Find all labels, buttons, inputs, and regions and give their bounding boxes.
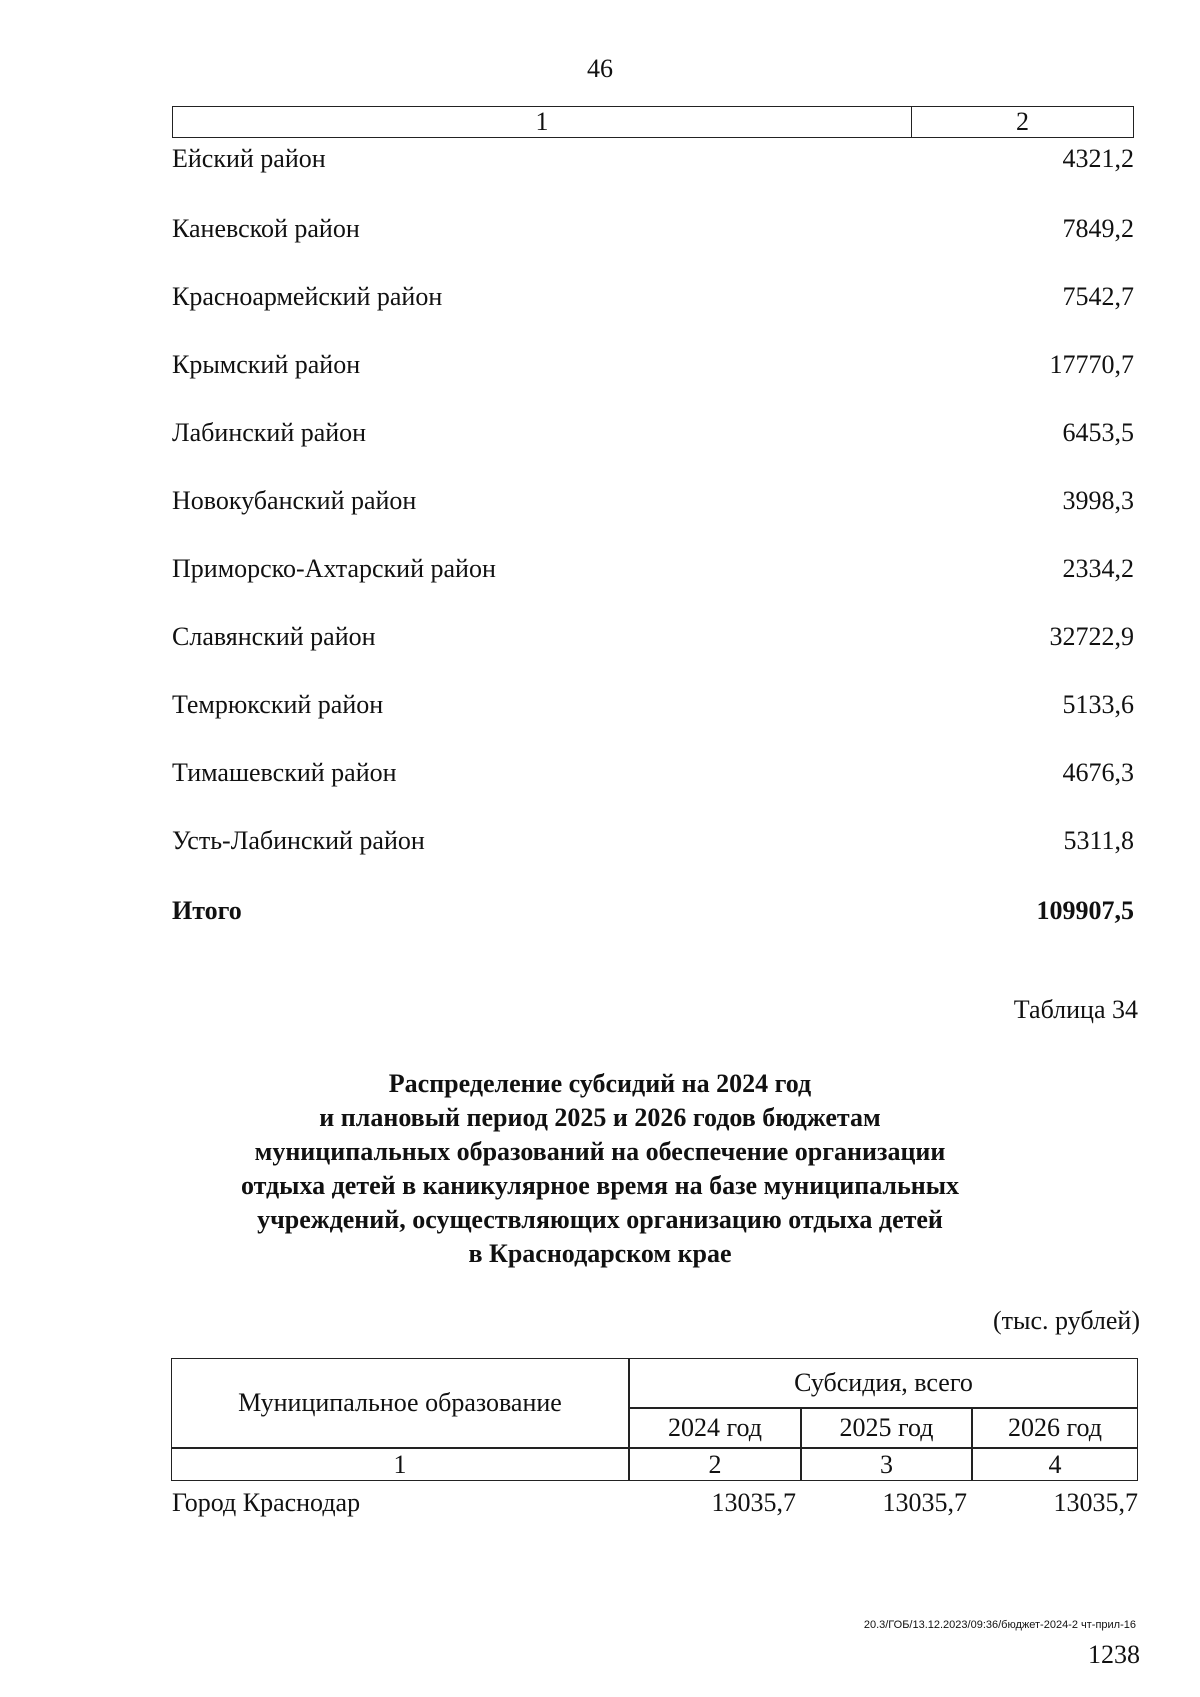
row-value: 5133,6 [1062,690,1134,719]
row-value-2025: 13035,7 [882,1488,967,1517]
title-line: отдыха детей в каникулярное время на базе муниципальных [240,1171,960,1200]
column-number: 2 [708,1450,722,1479]
column-header-subsidy: Субсидия, всего [794,1368,973,1397]
row-name: Новокубанский район [172,486,417,515]
row-value: 3998,3 [1062,486,1134,515]
table-row [172,214,1134,250]
table-row [172,690,1134,726]
column-number-2: 2 [1016,107,1029,136]
column-number: 3 [880,1450,893,1479]
table-row [172,350,1134,386]
row-value: 17770,7 [1049,350,1134,379]
row-name: Темрюкский район [172,690,384,719]
table-header-row [172,106,1134,138]
table-row [172,1488,1138,1524]
total-value: 109907,5 [1036,896,1134,925]
row-name: Славянский район [172,622,376,651]
table-row [172,418,1134,454]
row-name: Лабинский район [172,418,367,447]
page-number: 46 [587,54,613,83]
total-row [172,896,1134,932]
table-row [172,144,1134,180]
column-number: 4 [1048,1450,1062,1479]
table-row [172,554,1134,590]
table-label: Таблица 34 [1013,995,1138,1024]
title-line: муниципальных образований на обеспечение организации [254,1137,946,1166]
row-value: 5311,8 [1063,826,1134,855]
column-header-year: 2026 год [1008,1413,1102,1442]
row-name: Каневской район [172,214,360,243]
footer-code: 20.3/ГОБ/13.12.2023/09:36/бюджет-2024-2 чт-прил-16 [863,1619,1136,1631]
column-header-year: 2025 год [839,1413,934,1442]
row-name: Крымский район [172,350,361,379]
row-value: 7849,2 [1062,214,1134,243]
table-row [172,622,1134,658]
row-name: Приморско-Ахтарский район [172,554,496,583]
row-value: 32722,9 [1049,622,1134,651]
title-line: Распределение субсидий на 2024 год [388,1069,812,1098]
row-value-2026: 13035,7 [1053,1488,1138,1517]
row-value: 4321,2 [1062,144,1134,173]
row-name: Усть-Лабинский район [172,826,425,855]
row-value: 2334,2 [1062,554,1134,583]
column-header-municipality: Муниципальное образование [238,1388,562,1417]
units-label: (тыс. рублей) [992,1306,1140,1335]
row-value: 4676,3 [1062,758,1134,787]
row-name: Город Краснодар [172,1488,361,1517]
table-row [172,282,1134,318]
column-header-year: 2024 год [668,1413,762,1442]
row-name: Тимашевский район [172,758,397,787]
table-row [172,486,1134,522]
row-value: 7542,7 [1062,282,1134,311]
total-label: Итого [172,896,242,925]
title-line: и плановый период 2025 и 2026 годов бюджетам [319,1103,881,1132]
column-number: 1 [393,1450,407,1479]
title-line: в Краснодарском крае [468,1239,732,1268]
table-title [0,1067,1200,1271]
row-name: Красноармейский район [172,282,443,311]
sheet-number: 1238 [1088,1640,1140,1669]
row-name: Ейский район [172,144,326,173]
table-34-header [171,1358,1138,1481]
table-row [172,758,1134,794]
title-line: учреждений, осуществляющих организацию отдыха детей [257,1205,943,1234]
table-row [172,826,1134,862]
row-value-2024: 13035,7 [711,1488,796,1517]
row-value: 6453,5 [1062,418,1134,447]
column-number-1: 1 [173,107,912,137]
